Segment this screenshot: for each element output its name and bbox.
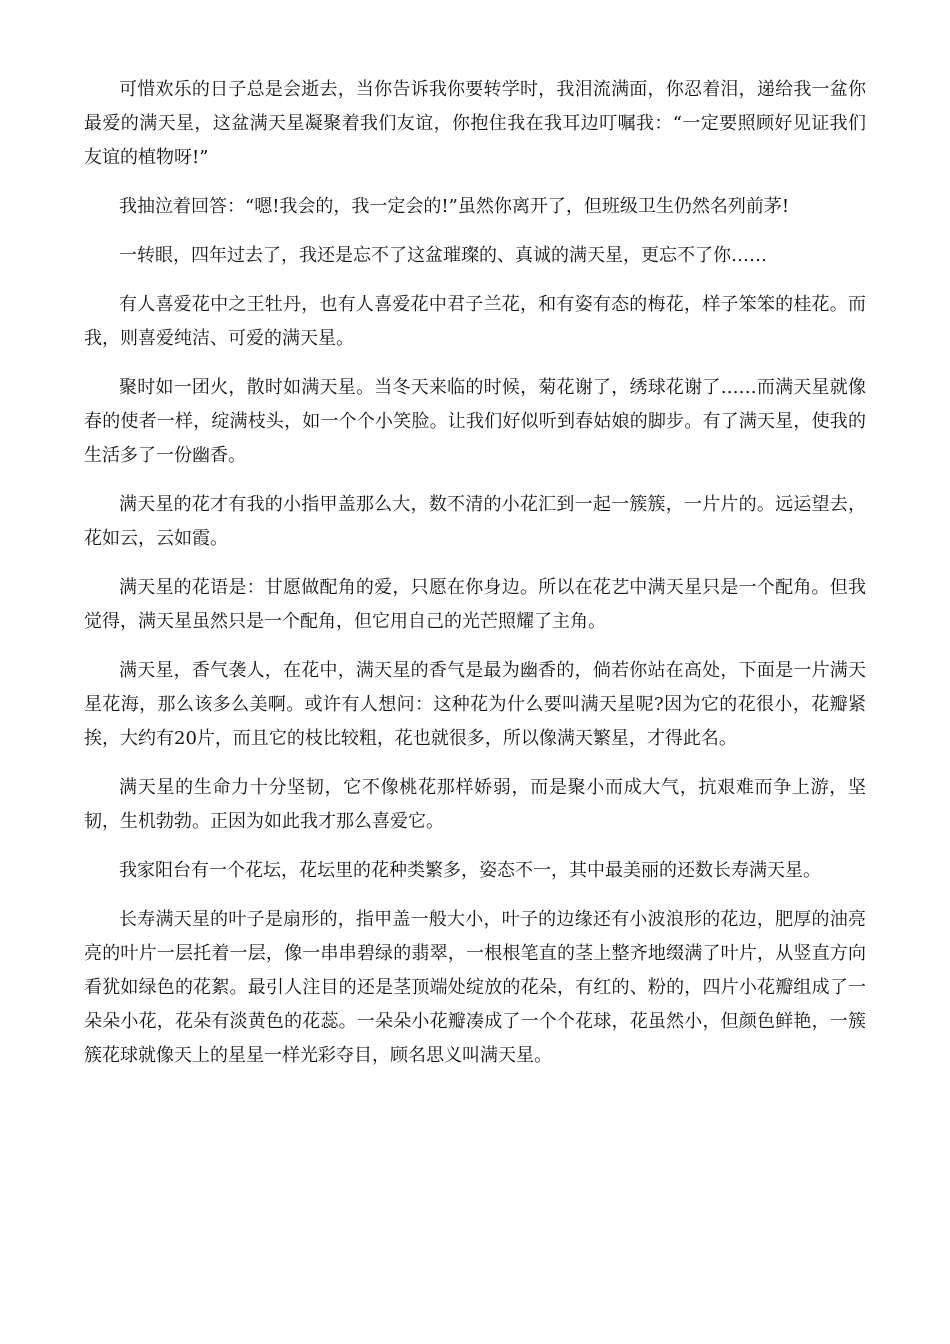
paragraph-9: 满天星的生命力十分坚韧，它不像桃花那样娇弱，而是聚小而成大气，抗艰难而争上游，坚韧，生机勃勃。正因为如此我才那么喜爱它。 <box>84 777 866 832</box>
paragraph-3: 一转眼，四年过去了，我还是忘不了这盆璀璨的、真诚的满天星，更忘不了你…… <box>119 245 767 266</box>
paragraph-2: 我抽泣着回答：“嗯!我会的，我一定会的!”虽然你离开了，但班级卫生仍然名列前茅! <box>119 196 790 217</box>
paragraph-10: 我家阳台有一个花坛，花坛里的花种类繁多，姿态不一，其中最美丽的还数长寿满天星。 <box>119 860 821 881</box>
paragraph-11: 长寿满天星的叶子是扇形的，指甲盖一般大小，叶子的边缘还有小波浪形的花边，肥厚的油亮亮的叶片一层托着一层，像一串串碧绿的翡翠，一根根笔直的茎上整齐地缀满了叶片，从竖直方向看犹如绿色的花絮。最引人注目的还是茎顶端处绽放的花朵，有红的、粉的，四片小花瓣组成了一朵朵小花，花朵有淡黄色的花蕊。一朵朵小花瓣凑成了一个个花球，花虽然小，但颜色鲜艳，一簇簇花球就像天上的星星一样光彩夺目，顾名思义叫满天星。 <box>84 909 866 1066</box>
paragraph-8: 满天星，香气袭人，在花中，满天星的香气是最为幽香的，倘若你站在高处，下面是一片满天星花海，那么该多么美啊。或许有人想问：这种花为什么要叫满天星呢?因为它的花很小，花瓣紧挨，大约有20片，而且它的枝比较粗，花也就很多，所以像满天繁星，才得此名。 <box>84 660 866 749</box>
paragraph-6: 满天星的花才有我的小指甲盖那么大，数不清的小花汇到一起一簇簇，一片片的。远运望去，花如云，云如霞。 <box>84 494 866 549</box>
paragraph-4: 有人喜爱花中之王牡丹，也有人喜爱花中君子兰花，和有姿有态的梅花，样子笨笨的桂花。而我，则喜爱纯洁、可爱的满天星。 <box>84 294 866 349</box>
paragraph-7: 满天星的花语是：甘愿做配角的爱，只愿在你身边。所以在花艺中满天星只是一个配角。但我觉得，满天星虽然只是一个配角，但它用自己的光芒照耀了主角。 <box>84 577 866 632</box>
document-body <box>84 73 866 1088</box>
paragraph-5: 聚时如一团火，散时如满天星。当冬天来临的时候，菊花谢了，绣球花谢了……而满天星就像春的使者一样，绽满枝头，如一个个小笑脸。让我们好似听到春姑娘的脚步。有了满天星，使我的生活多了一份幽香。 <box>84 377 866 466</box>
paragraph-1: 可惜欢乐的日子总是会逝去，当你告诉我你要转学时，我泪流满面，你忍着泪，递给我一盆你最爱的满天星，这盆满天星凝聚着我们友谊，你抱住我在我耳边叮嘱我：“一定要照顾好见证我们友谊的植物呀!” <box>84 79 866 168</box>
